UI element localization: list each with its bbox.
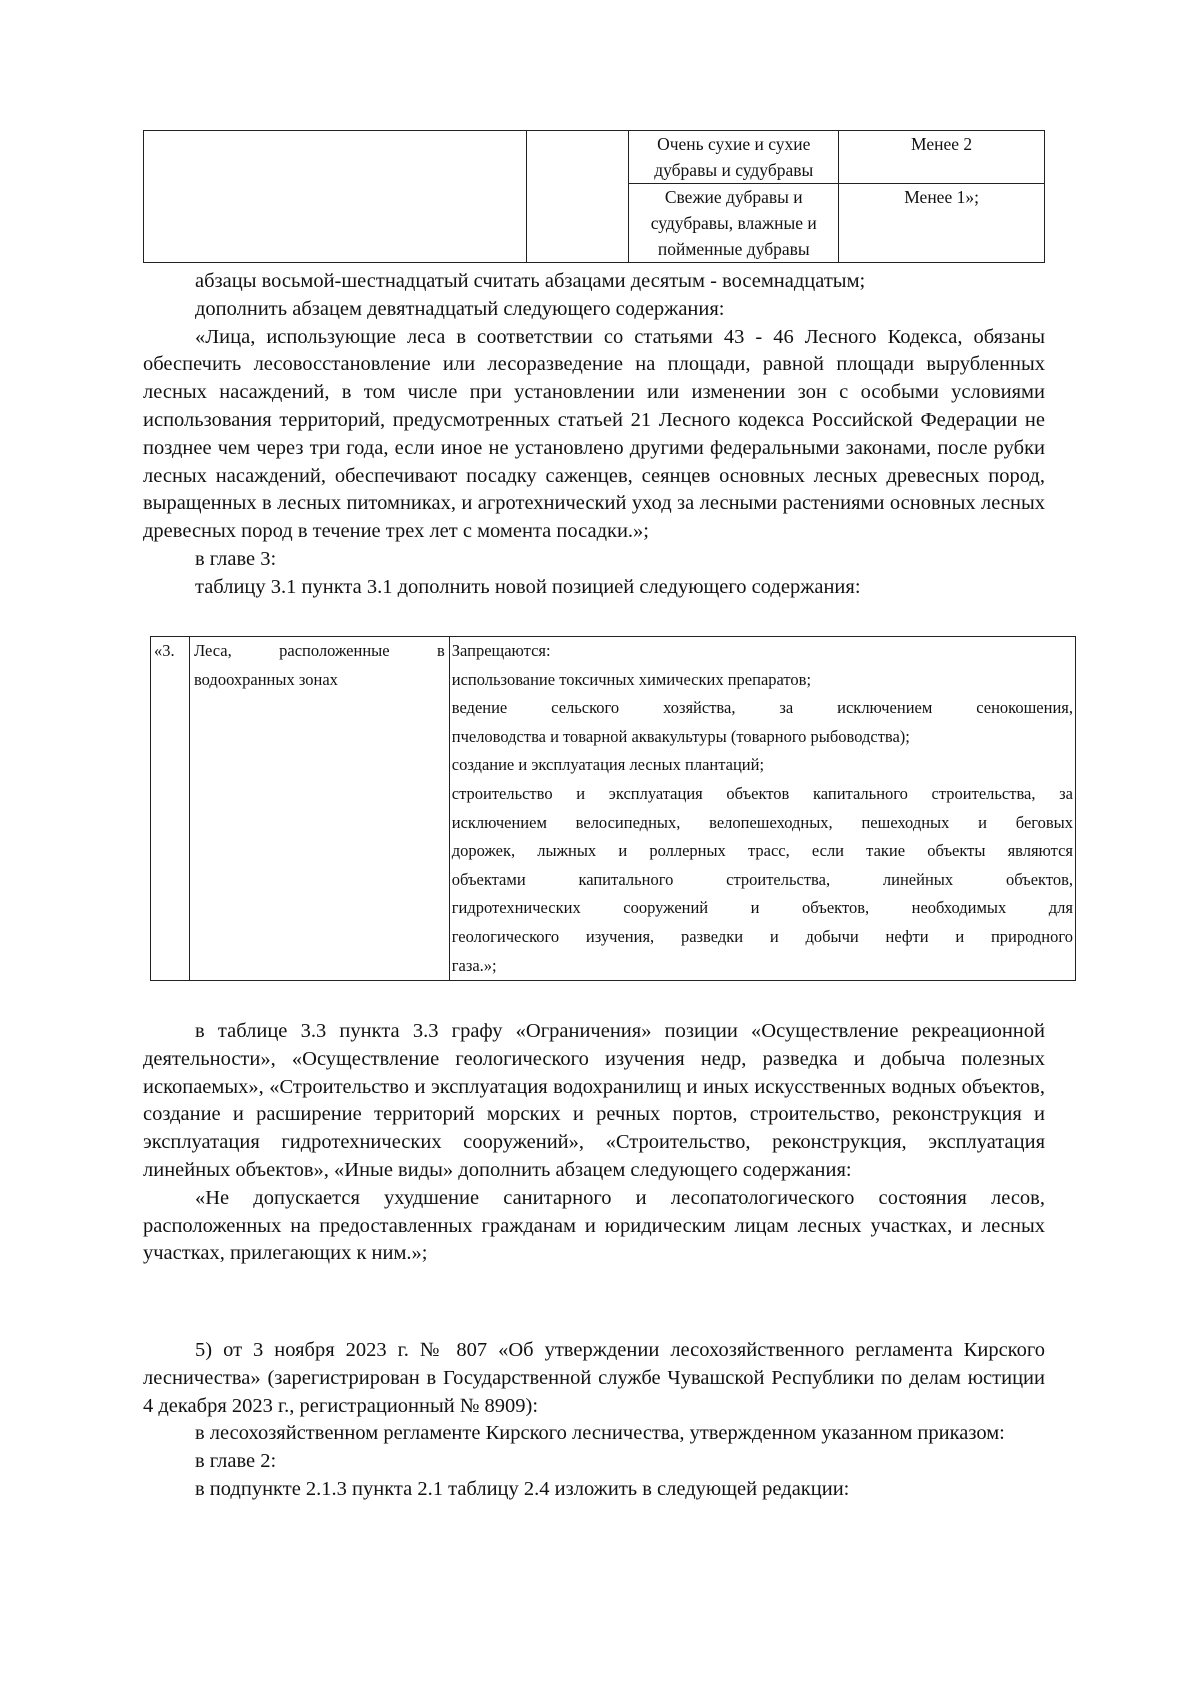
forest-category-cell xyxy=(189,637,449,981)
forest-type-cell: Очень сухие и сухие дубравы и судубравы xyxy=(629,131,839,184)
paragraph: абзацы восьмой-шестнадцатый считать абзацами десятым - восемнадцатым; xyxy=(195,270,866,292)
position-number: «3. xyxy=(151,637,190,981)
forest-category-line: водоохранных зонах xyxy=(193,669,338,689)
restriction-line: строительство и эксплуатация объектов капитального строительства, за xyxy=(451,783,1073,803)
value-cell: Менее 2 xyxy=(839,131,1045,184)
restriction-line: исключением велосипедных, велопешеходных, пешеходных и беговых xyxy=(451,812,1073,832)
restriction-line: Запрещаются: xyxy=(451,641,551,660)
paragraph: «Не допускается ухудшение санитарного и лесопатологического состояния лесов, расположенных на предоставленных гражданам и юридическим лицам лесных участках, и лесных участках, прилегающих к ним.»; xyxy=(143,1186,1045,1265)
restriction-line: дорожек, лыжных и роллерных трасс, если такие объекты являются xyxy=(451,841,1073,861)
forest-type-cell: Свежие дубравы и судубравы, влажные и пойменные дубравы xyxy=(629,184,839,263)
paragraph: в главе 3: xyxy=(195,547,277,570)
restriction-line: ведение сельского хозяйства, за исключением сенокошения, xyxy=(451,698,1073,718)
value-cell: Менее 1»; xyxy=(839,184,1045,263)
text-block-3 xyxy=(143,1337,1045,1504)
text-block-1 xyxy=(143,268,1045,602)
restriction-line: пчеловодства и товарной аквакультуры (товарного рыбоводства); xyxy=(451,726,910,746)
restriction-line: использование токсичных химических препаратов; xyxy=(451,669,812,689)
paragraph: в таблице 3.3 пункта 3.3 графу «Ограничения» позиции «Осуществление рекреационной деятельности», «Осуществление геологического изучения недр, разведка и добыча полезных ископаемых», «Строительство и эксплуатация водохранилищ и иных искусственных водных объектов, создание и расширение территорий морских и речных портов, строительство, реконструкция и эксплуатация гидротехнических сооружений», «Строительство, реконструкция, эксплуатация линейных объектов», «Иные виды» дополнить абзацем следующего содержания: xyxy=(143,1020,1045,1181)
text-block-2 xyxy=(143,1018,1045,1268)
restriction-line: гидротехнических сооружений и объектов, необходимых для xyxy=(451,898,1073,918)
paragraph: «Лица, использующие леса в соответствии со статьями 43 - 46 Лесного Кодекса, обязаны обеспечить лесовосстановление или лесоразведение на площади, равной площади вырубленных лесных насаждений, в том числе при установлении или изменении зон с особыми условиями использования территорий, предусмотренных статьей 21 Лесного кодекса Российской Федерации не позднее чем через три года, если иное не установлено другими федеральными законами, после рубки лесных насаждений, обеспечивают посадку саженцев, сеянцев основных лесных древесных пород, выращенных в лесных питомниках, и агротехнический уход за лесными растениями основных лесных древесных пород в течение трех лет с момента посадки.»; xyxy=(143,325,1045,543)
paragraph: таблицу 3.1 пункта 3.1 дополнить новой позицией следующего содержания: xyxy=(195,575,861,598)
restrictions-cell xyxy=(449,637,1075,981)
restriction-line: газа.»; xyxy=(451,955,497,975)
table-cell-empty xyxy=(527,131,629,263)
restriction-line: объектами капитального строительства, линейных объектов, xyxy=(451,869,1073,889)
paragraph: в подпункте 2.1.3 пункта 2.1 таблицу 2.4 изложить в следующей редакции: xyxy=(195,1477,850,1500)
continuation-table xyxy=(143,130,1045,263)
restriction-line: геологического изучения, разведки и добычи нефти и природного xyxy=(451,926,1073,946)
table-row xyxy=(144,131,1045,184)
table-row xyxy=(151,637,1076,981)
paragraph: дополнить абзацем девятнадцатый следующего содержания: xyxy=(195,297,725,320)
paragraph: в главе 2: xyxy=(195,1450,277,1473)
restriction-line: создание и эксплуатация лесных плантаций; xyxy=(451,755,765,775)
forest-position-table xyxy=(150,636,1076,981)
paragraph: 5) от 3 ноября 2023 г. № 807 «Об утверждении лесохозяйственного регламента Кирского лесничества» (зарегистрирован в Государственной службе Чувашской Республики по делам юстиции 4 декабря 2023 г., регистрационный № 8909): xyxy=(143,1339,1045,1417)
paragraph: в лесохозяйственном регламенте Кирского лесничества, утвержденном указанном приказом: xyxy=(195,1422,1005,1445)
forest-category-line: Леса, расположенные в xyxy=(193,641,445,660)
table-cell-empty xyxy=(144,131,527,263)
